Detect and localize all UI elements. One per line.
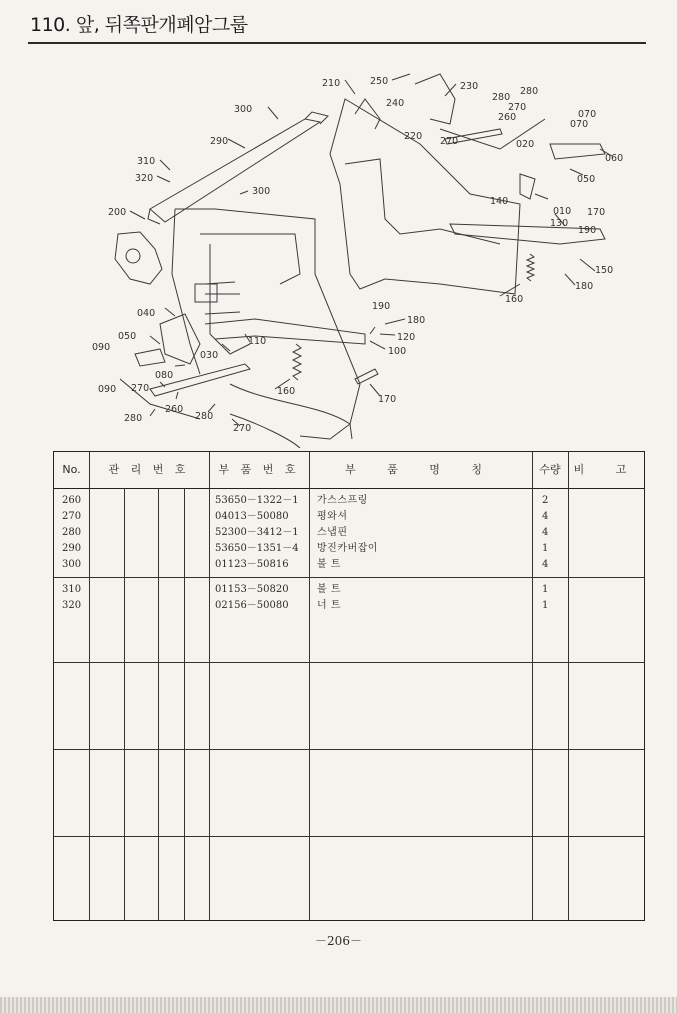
scan-edge-band — [0, 997, 677, 1013]
row-part-name: 볼 트 — [317, 584, 341, 595]
callout-label: 090 — [92, 342, 111, 353]
row-part-name: 방진카버잡이 — [317, 543, 378, 554]
callout-label: 020 — [516, 139, 535, 150]
callout-label: 280 — [195, 411, 214, 422]
callout-label: 180 — [407, 315, 426, 326]
callout-label: 090 — [98, 384, 117, 395]
header-remarks: 비 고 — [573, 463, 641, 476]
callout-label: 270 — [440, 136, 459, 147]
row-part-number: 53650－1322－1 — [215, 495, 299, 506]
callout-label: 270 — [508, 102, 527, 113]
callout-label: 140 — [490, 196, 509, 207]
row-part-number: 53650－1351－4 — [215, 543, 299, 554]
header-management-number: 관 리 번 호 — [108, 463, 190, 476]
row-part-number: 01153－50820 — [215, 584, 289, 595]
row-part-number: 02156－50080 — [215, 600, 289, 611]
callout-label: 160 — [505, 294, 524, 305]
callout-label: 310 — [137, 156, 156, 167]
callout-label: 010 — [553, 206, 572, 217]
callout-label: 160 — [277, 386, 296, 397]
row-quantity: 2 — [542, 495, 549, 506]
callout-label: 210 — [322, 78, 341, 89]
row-quantity: 4 — [542, 559, 549, 570]
row-quantity: 1 — [542, 543, 549, 554]
row-group-divider — [54, 836, 644, 837]
callout-label: 250 — [370, 76, 389, 87]
callout-label: 050 — [577, 174, 596, 185]
callout-label: 280 — [124, 413, 143, 424]
callout-label: 110 — [248, 336, 267, 347]
column-divider — [309, 452, 310, 920]
row-quantity: 4 — [542, 511, 549, 522]
row-no: 300 — [62, 559, 82, 570]
row-group-divider — [54, 577, 644, 578]
page-title: 110. 앞, 뒤쪽판개폐암그룹 — [30, 14, 248, 36]
column-divider — [568, 452, 569, 920]
row-part-name: 평와셔 — [317, 511, 348, 522]
column-divider — [89, 452, 90, 920]
row-part-number: 52300－3412－1 — [215, 527, 299, 538]
callout-label: 080 — [155, 370, 174, 381]
callout-label: 300 — [252, 186, 271, 197]
row-no: 290 — [62, 543, 82, 554]
row-quantity: 1 — [542, 584, 549, 595]
row-group-divider — [54, 749, 644, 750]
exploded-parts-diagram — [0, 44, 677, 448]
callout-label: 270 — [131, 383, 150, 394]
callout-label: 190 — [372, 301, 391, 312]
row-no: 320 — [62, 600, 82, 611]
callout-label: 070 — [578, 109, 597, 120]
row-part-name: 가스스프링 — [317, 495, 368, 506]
callout-label: 120 — [397, 332, 416, 343]
row-no: 280 — [62, 527, 82, 538]
callout-label: 270 — [233, 423, 252, 434]
header-no: No. — [62, 463, 81, 476]
row-part-number: 04013－50080 — [215, 511, 289, 522]
callout-label: 060 — [605, 153, 624, 164]
callout-label: 040 — [137, 308, 156, 319]
row-no: 310 — [62, 584, 82, 595]
parts-table — [53, 451, 645, 921]
column-divider — [184, 488, 185, 920]
page-number: －206－ — [315, 934, 362, 948]
table-header-row — [54, 452, 644, 489]
callout-label: 170 — [587, 207, 606, 218]
diagram-linework — [115, 74, 612, 448]
callout-label: 130 — [550, 218, 569, 229]
callout-label: 190 — [578, 225, 597, 236]
row-quantity: 1 — [542, 600, 549, 611]
row-no: 260 — [62, 495, 82, 506]
column-divider — [124, 488, 125, 920]
callout-label: 180 — [575, 281, 594, 292]
diagram-svg — [0, 44, 677, 448]
row-no: 270 — [62, 511, 82, 522]
callout-label: 260 — [165, 404, 184, 415]
row-group-divider — [54, 662, 644, 663]
callout-label: 300 — [234, 104, 253, 115]
column-divider — [209, 452, 210, 920]
callout-label: 240 — [386, 98, 405, 109]
column-divider — [158, 488, 159, 920]
callout-label: 150 — [595, 265, 614, 276]
row-part-name: 너 트 — [317, 600, 341, 611]
callout-label: 220 — [404, 131, 423, 142]
callout-label: 280 — [520, 86, 539, 97]
callout-label: 290 — [210, 136, 229, 147]
callout-label: 050 — [118, 331, 137, 342]
callout-label: 260 — [498, 112, 517, 123]
callout-label: 030 — [200, 350, 219, 361]
callout-label: 230 — [460, 81, 479, 92]
row-part-name: 스냅핀 — [317, 527, 348, 538]
callout-label: 280 — [492, 92, 511, 103]
callout-label: 170 — [378, 394, 397, 405]
row-part-number: 01123－50816 — [215, 559, 289, 570]
callout-label: 320 — [135, 173, 154, 184]
header-quantity: 수량 — [539, 463, 561, 476]
callout-label: 070 — [570, 119, 589, 130]
column-divider — [532, 452, 533, 920]
row-part-name: 볼 트 — [317, 559, 341, 570]
callout-label: 200 — [108, 207, 127, 218]
diagram-callouts — [92, 76, 623, 434]
header-part-name: 부 품 명 칭 — [345, 463, 496, 476]
callout-label: 100 — [388, 346, 407, 357]
row-quantity: 4 — [542, 527, 549, 538]
header-part-number: 부 품 번 호 — [218, 463, 300, 476]
